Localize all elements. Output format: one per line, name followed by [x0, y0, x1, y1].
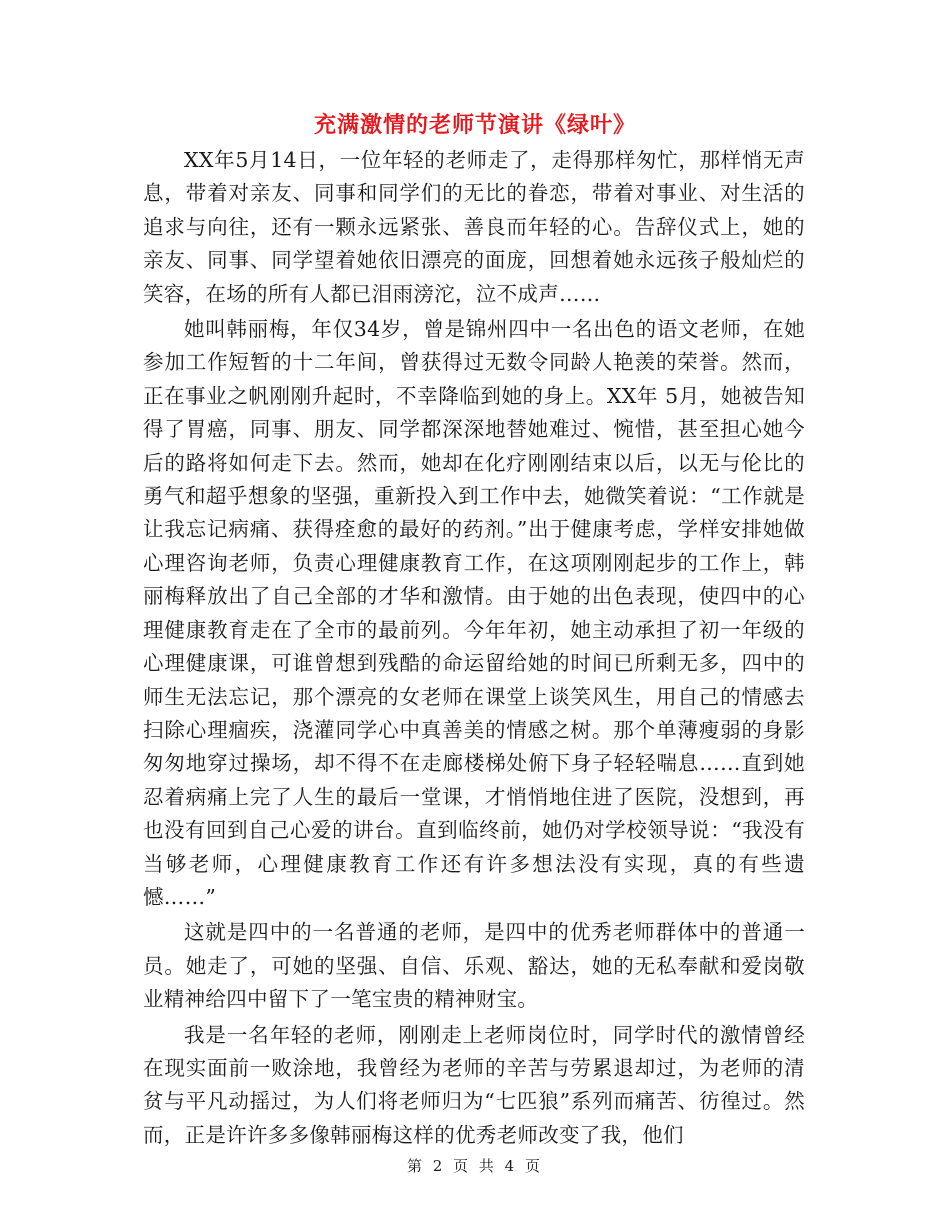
paragraph-1: XX年5月14日，一位年轻的老师走了，走得那样匆忙，那样悄无声息，带着对亲友、同事和同学们的无比的眷恋，带着对事业、对生活的追求与向往，还有一颗永远紧张、善良而年轻的心。告辞仪式上，她的亲友、同事、同学望着她依旧漂亮的面庞，回想着她永远孩子般灿烂的笑容，在场的所有人都已泪雨滂沱，泣不成声……	[143, 148, 805, 306]
document-body	[143, 144, 805, 1152]
paragraph-2: 她叫韩丽梅，年仅34岁，曾是锦州四中一名出色的语文老师，在她参加工作短暂的十二年间，曾获得过无数令同龄人艳羡的荣誉。然而，正在事业之帆刚刚升起时，不幸降临到她的身上。XX年 5月，她被告知得了胃癌，同事、朋友、同学都深深地替她难过、惋惜，甚至担心她今后的路将如何走下去。然而，她却在化疗刚刚结束以后，以无与伦比的勇气和超乎想象的坚强，重新投入到工作中去，她微笑着说：“工作就是让我忘记病痛、获得痊愈的最好的药剂。”出于健康考虑，学样安排她做心理咨询老师，负责心理健康教育工作，在这项刚刚起步的工作上，韩丽梅释放出了自己全部的才华和激情。由于她的出色表现，使四中的心理健康教育走在了全市的最前列。今年年初，她主动承担了初一年级的心理健康课，可谁曾想到残酷的命运留给她的时间已所剩无多，四中的师生无法忘记，那个漂亮的女老师在课堂上谈笑风生，用自己的情感去扫除心理痼疾，浇灌同学心中真善美的情感之树。那个单薄瘦弱的身影匆匆地穿过操场，却不得不在走廊楼梯处俯下身子轻轻喘息……直到她忍着病痛上完了人生的最后一堂课，才悄悄地住进了医院，没想到，再也没有回到自己心爱的讲台。直到临终前，她仍对学校领导说：“我没有当够老师，心理健康教育工作还有许多想法没有实现，真的有些遗憾……”	[143, 317, 805, 909]
paragraph-3: 这就是四中的一名普通的老师，是四中的优秀老师群体中的普通一员。她走了，可她的坚强、自信、乐观、豁达，她的无私奉献和爱岗敬业精神给四中留下了一笔宝贵的精神财宝。	[143, 920, 805, 1012]
document-title: 充满激情的老师节演讲《绿叶》	[313, 112, 636, 138]
paragraph-4: 我是一名年轻的老师，刚刚走上老师岗位时，同学时代的激情曾经在现实面前一败涂地，我曾经为老师的辛苦与劳累退却过，为老师的清贫与平凡动摇过，为人们将老师归为“七匹狼”系列而痛苦、彷徨过。然而，正是许许多多像韩丽梅这样的优秀老师改变了我，他们	[143, 1022, 805, 1147]
page-number-footer: 第 2 页 共 4 页	[407, 1157, 543, 1175]
